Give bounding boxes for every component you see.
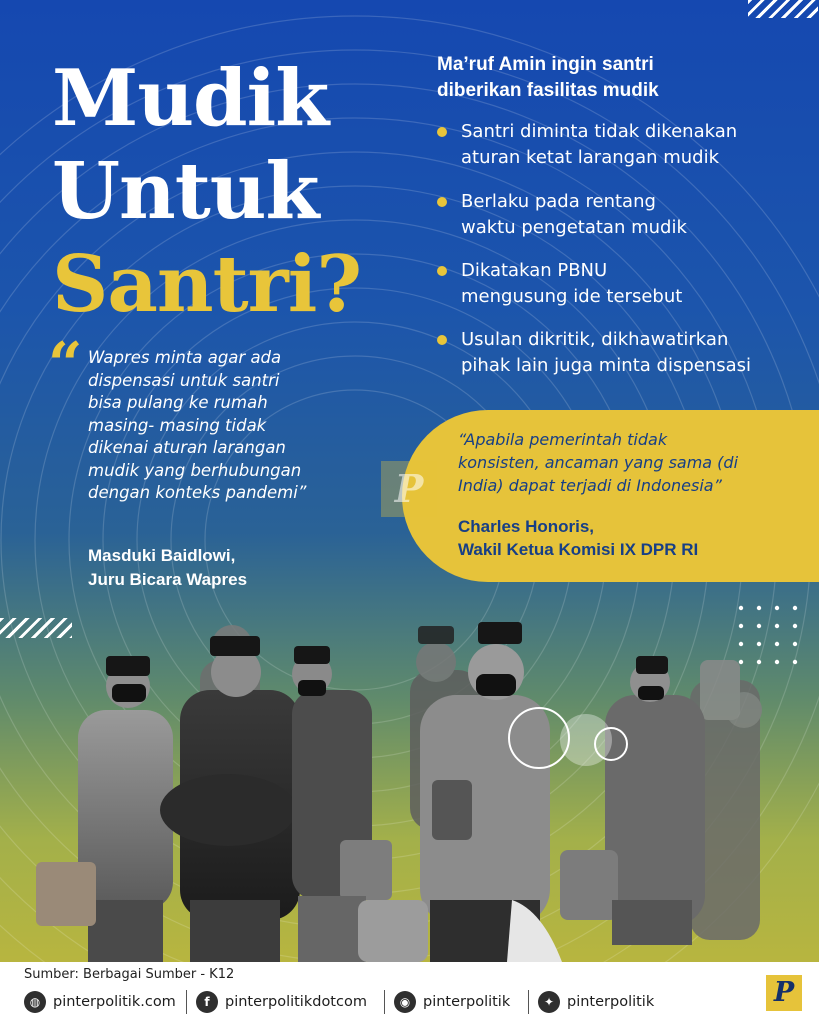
- bullet-dot-icon: [437, 127, 447, 137]
- key-point-item: [437, 189, 807, 241]
- key-point-line: waktu pengetatan mudik: [461, 217, 687, 238]
- title-line-2: Untuk: [52, 146, 319, 237]
- right-quote-line: konsisten, ancaman yang sama (di: [458, 453, 739, 472]
- right-quote-line: India) dapat terjadi di Indonesia”: [458, 476, 722, 495]
- bullet-dot-icon: [437, 335, 447, 345]
- key-point-line: mengusung ide tersebut: [461, 286, 683, 307]
- social-label: pinterpolitik.com: [53, 994, 176, 1010]
- left-quote-line: mudik yang berhubungan: [88, 460, 302, 480]
- key-point-item: [437, 327, 807, 379]
- key-point-item: [437, 119, 807, 171]
- right-speaker-role: Wakil Ketua Komisi IX DPR RI: [458, 540, 699, 559]
- social-twitter[interactable]: [538, 990, 654, 1014]
- left-quote-speaker: [88, 544, 348, 592]
- hatch-decoration-top-right: [748, 0, 818, 18]
- right-quote-line: “Apabila pemerintah tidak: [458, 430, 668, 449]
- pinterpolitik-logo: P: [766, 975, 802, 1011]
- quote-mark-icon: “: [48, 330, 83, 400]
- title-line-3: Santri?: [52, 239, 362, 330]
- social-label: pinterpolitik: [567, 994, 655, 1010]
- santri-group-photo: [0, 600, 819, 962]
- footer-divider: [186, 990, 187, 1014]
- social-website[interactable]: [24, 990, 176, 1014]
- left-speaker-role: Juru Bicara Wapres: [88, 570, 248, 589]
- right-quote-speaker: [458, 515, 808, 561]
- right-quote-text: [458, 428, 813, 497]
- social-label: pinterpolitik: [423, 994, 511, 1010]
- globe-icon: ◍: [24, 991, 46, 1013]
- page-title: [52, 52, 361, 331]
- key-point-line: pihak lain juga minta dispensasi: [461, 355, 752, 376]
- key-point-item: [437, 258, 807, 310]
- key-points-heading-line-2: diberikan fasilitas mudik: [437, 80, 659, 101]
- social-instagram[interactable]: [394, 990, 510, 1014]
- watermark-logo: P: [381, 461, 437, 517]
- source-credit: Sumber: Berbagai Sumber - K12: [24, 967, 235, 982]
- twitter-icon: ✦: [538, 991, 560, 1013]
- footer-divider: [384, 990, 385, 1014]
- title-line-1: Mudik: [52, 53, 329, 144]
- key-point-line: Santri diminta tidak dikenakan: [461, 121, 738, 142]
- bullet-dot-icon: [437, 266, 447, 276]
- key-point-line: Usulan dikritik, dikhawatirkan: [461, 329, 729, 350]
- key-points-heading: [437, 52, 797, 104]
- social-facebook[interactable]: [196, 990, 367, 1014]
- left-quote-line: dengan konteks pandemi”: [88, 483, 307, 502]
- key-point-line: Berlaku pada rentang: [461, 191, 656, 212]
- footer-divider: [528, 990, 529, 1014]
- left-speaker-name: Masduki Baidlowi,: [88, 546, 236, 565]
- left-quote-line: bisa pulang ke rumah: [88, 393, 268, 412]
- key-point-line: Dikatakan PBNU: [461, 260, 608, 281]
- right-speaker-name: Charles Honoris,: [458, 517, 595, 536]
- key-points-heading-line-1: Ma’ruf Amin ingin santri: [437, 54, 654, 75]
- bullet-dot-icon: [437, 197, 447, 207]
- left-quote-text: [88, 347, 353, 505]
- left-quote-line: Wapres minta agar ada: [88, 348, 282, 367]
- instagram-icon: ◉: [394, 991, 416, 1013]
- left-quote-line: dispensasi untuk santri: [88, 370, 280, 390]
- left-quote-line: masing- masing tidak: [88, 415, 267, 435]
- social-label: pinterpolitikdotcom: [225, 994, 367, 1010]
- key-point-line: aturan ketat larangan mudik: [461, 147, 720, 168]
- left-quote-line: dikenai aturan larangan: [88, 438, 286, 457]
- facebook-icon: f: [196, 991, 218, 1013]
